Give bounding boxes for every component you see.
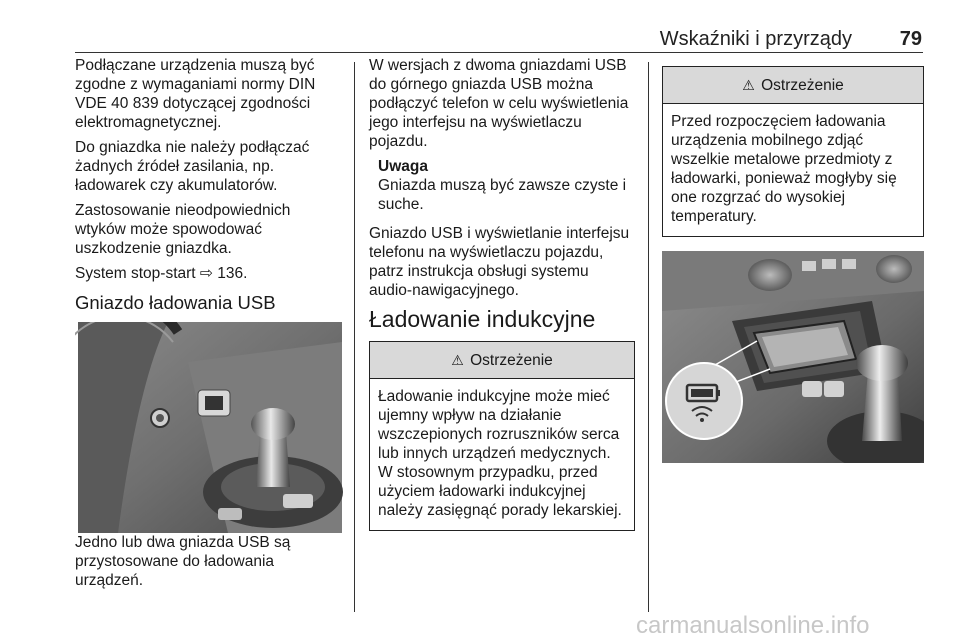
usb-caption: Jedno lub dwa gniazda USB są przystosowane do ładowania urządzeń. xyxy=(75,534,291,589)
watermark: carmanualsonline.info xyxy=(636,612,870,639)
paragraph-usb-interface: Gniazdo USB i wyświetlanie interfejsu telefonu na wyświetlaczu pojazdu, patrz instrukcja obsługi systemu audio-nawigacyjnego. xyxy=(369,225,630,299)
paragraph-emc: Podłączane urządzenia muszą być zgodne z wymaganiami normy DIN VDE 40 839 dotyczącej zgodności elektromagnetycznej. xyxy=(75,57,316,131)
warning-text: Ładowanie indukcyjne może mieć ujemny wpływ na działanie wszczepionych rozruszników serca lub innych urządzeń medycznych. W stosownym przypadku, przed użyciem ładowarki indukcyjnej należy zasięgnąć porady lekarskiej. xyxy=(378,388,622,519)
column-divider-2 xyxy=(648,62,649,612)
column-divider-1 xyxy=(354,62,355,612)
page-number: 79 xyxy=(899,28,922,50)
warning-box-metal xyxy=(662,66,924,237)
warning-header xyxy=(663,67,923,104)
section-heading-usb: Gniazdo ładowania USB xyxy=(75,292,276,313)
cross-reference[interactable] xyxy=(75,264,345,283)
warning-header xyxy=(370,342,634,379)
warning-title: Ostrzeżenie xyxy=(470,352,553,369)
note-text: Gniazda muszą być zawsze czyste i suche. xyxy=(378,177,627,213)
warning-box-pacemaker xyxy=(369,341,635,531)
warning-text: Przed rozpoczęciem ładowania urządzenia mobilnego zdjąć wszelkie metalowe przedmioty z ładowarki, ponieważ mogłyby się one rozgrzać do wysokiej temperatury. xyxy=(671,113,897,225)
inductive-charging-photo xyxy=(662,251,924,463)
warning-triangle-icon: ⚠ xyxy=(742,77,755,93)
usb-socket-photo xyxy=(75,322,345,533)
column-2 xyxy=(369,56,635,531)
column-1 xyxy=(75,56,345,596)
xref-page: 136. xyxy=(217,265,248,282)
note-box xyxy=(369,157,635,214)
note-title: Uwaga xyxy=(378,158,428,175)
page-header-title: Wskaźniki i przyrządy xyxy=(659,28,852,50)
warning-triangle-icon: ⚠ xyxy=(451,352,464,368)
section-heading-inductive: Ładowanie indukcyjne xyxy=(369,306,596,332)
xref-arrow-icon: ⇨ xyxy=(199,265,213,282)
column-3 xyxy=(662,56,924,463)
paragraph-no-power-sources: Do gniazdka nie należy podłączać żadnych źródeł zasilania, np. ładowarek czy akumulatorów. xyxy=(75,139,310,194)
warning-title: Ostrzeżenie xyxy=(761,77,844,94)
header-rule xyxy=(75,52,923,53)
paragraph-damage: Zastosowanie nieodpowiednich wtyków może spowodować uszkodzenie gniazdka. xyxy=(75,202,291,257)
paragraph-two-usb: W wersjach z dwoma gniazdami USB do górnego gniazda USB można podłączyć telefon w celu wyświetlenia jego interfejsu na wyświetlaczu pojazdu. xyxy=(369,57,629,150)
xref-text: System stop-start xyxy=(75,265,196,282)
